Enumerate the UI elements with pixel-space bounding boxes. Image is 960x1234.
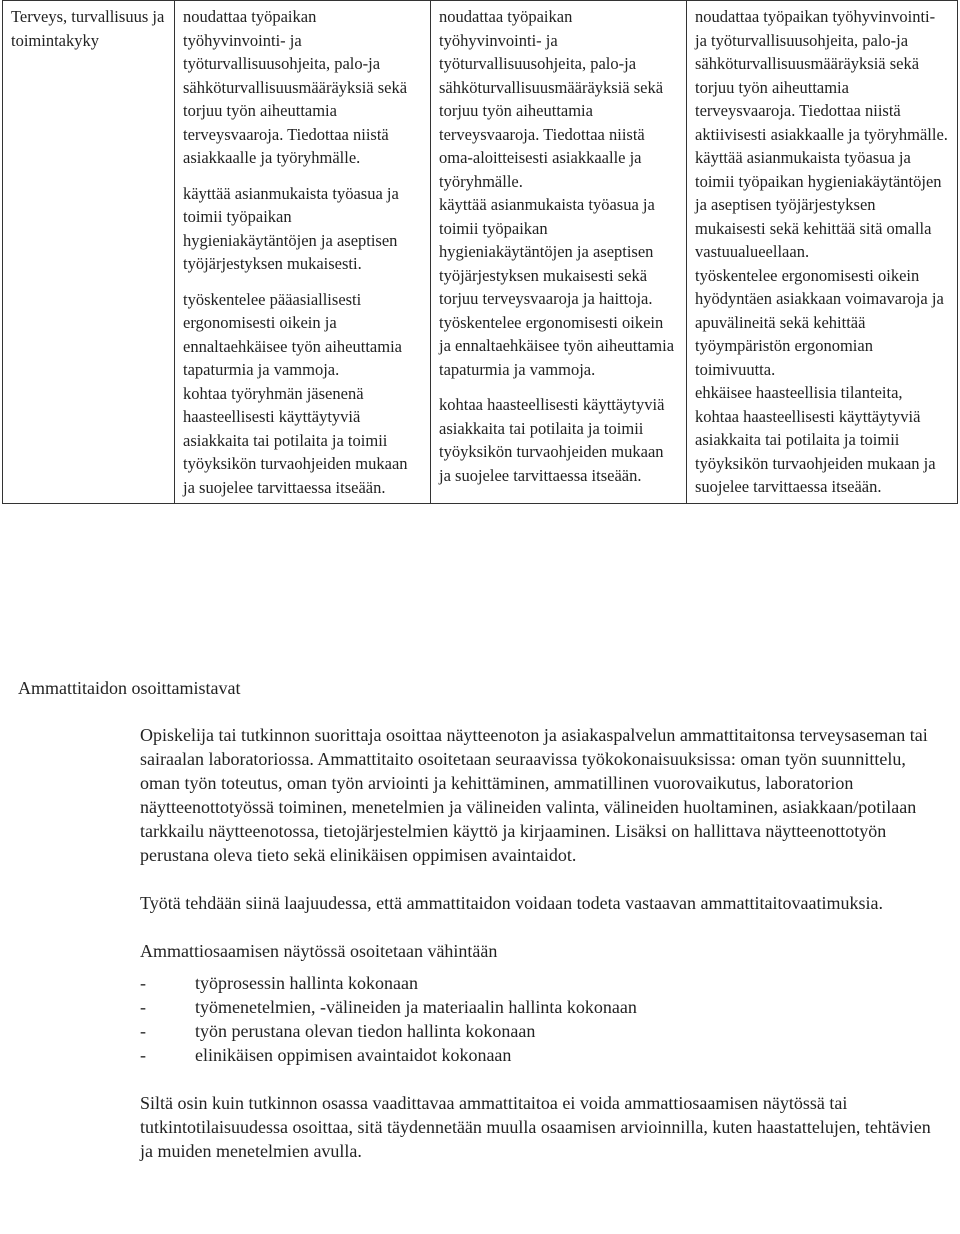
requirements-list: [140, 971, 945, 1067]
criteria-cell-2: [431, 1, 687, 504]
criteria-cell-1: [175, 1, 431, 504]
row-label: Terveys, turvallisuus ja toimintakyky: [11, 7, 165, 50]
paragraph: Työtä tehdään siinä laajuudessa, että ammattitaidon voidaan todeta vastaavan ammattitaitovaatimuksia.: [140, 893, 883, 913]
list-item-text: työmenetelmien, -välineiden ja materiaalin hallinta kokonaan: [195, 997, 637, 1017]
criterion-text: kohtaa työryhmän jäsenenä haasteellisesti käyttäytyviä asiakkaita tai potilaita ja toimii työyksikön turvaohjeiden mukaan ja suojelee tarvittaessa itseään.: [183, 383, 408, 497]
paragraph: Ammattiosaamisen näytössä osoitetaan vähintään: [140, 941, 498, 961]
criterion-text: käyttää asianmukaista työasua ja toimii työpaikan hygieniakäytäntöjen ja aseptisen työjärjestyksen mukaisesti sekä kehittää sitä omalla vastuualueellaan.: [695, 148, 942, 261]
criterion-text: työskentelee ergonomisesti oikein hyödyntäen asiakkaan voimavaroja ja apuvälineitä sekä kehittää työympäristön ergonomian toimivuutta.: [695, 265, 944, 379]
criterion-text: noudattaa työpaikan työhyvinvointi- ja työturvallisuusohjeita, palo-ja sähköturvallisuusmääräyksiä sekä torjuu työn aiheuttamia terveysvaaroja. Tiedottaa niistä aktiivisesti asiakkaalle ja työryhmälle.: [695, 7, 948, 144]
criterion-text: käyttää asianmukaista työasua ja toimii työpaikan hygieniakäytäntöjen ja aseptisen työjärjestyksen mukaisesti.: [183, 183, 399, 273]
table-row: [3, 1, 958, 504]
section-heading: Ammattitaidon osoittamistavat: [18, 678, 241, 698]
list-item: - työn perustana olevan tiedon hallinta kokonaan: [140, 1021, 536, 1041]
criteria-table: [2, 0, 958, 504]
criterion-text: työskentelee pääasiallisesti ergonomisesti oikein ja ennaltaehkäisee työn aiheuttamia tapaturmia ja vammoja.: [183, 289, 402, 379]
list-item: - elinikäisen oppimisen avaintaidot kokonaan: [140, 1045, 512, 1065]
list-item-text: elinikäisen oppimisen avaintaidot kokonaan: [195, 1045, 512, 1065]
criterion-text: käyttää asianmukaista työasua ja toimii työpaikan hygieniakäytäntöjen ja aseptisen työjärjestyksen mukaisesti sekä torjuu terveysvaaroja ja haittoja.: [439, 195, 655, 308]
list-item-text: työprosessin hallinta kokonaan: [195, 973, 418, 993]
list-item: - työmenetelmien, -välineiden ja materiaalin hallinta kokonaan: [140, 997, 637, 1017]
criterion-text: noudattaa työpaikan työhyvinvointi- ja työturvallisuusohjeita, palo-ja sähköturvallisuusmääräyksiä sekä torjuu työn aiheuttamia terveysvaaroja. Tiedottaa niistä oma-aloitteisesti asiakkaalle ja työryhmälle.: [439, 7, 664, 191]
criterion-text: työskentelee ergonomisesti oikein ja ennaltaehkäisee työn aiheuttamia tapaturmia ja vammoja.: [439, 312, 675, 379]
section-body: [140, 723, 945, 1187]
criterion-text: noudattaa työpaikan työhyvinvointi- ja työturvallisuusohjeita, palo-ja sähköturvallisuusmääräyksiä sekä torjuu työn aiheuttamia terveysvaaroja. Tiedottaa niistä asiakkaalle ja työryhmälle.: [183, 7, 408, 167]
paragraph: Opiskelija tai tutkinnon suorittaja osoittaa näytteenoton ja asiakaspalvelun ammattitaitonsa terveysaseman tai sairaalan laboratoriossa. Ammattitaito osoitetaan seuraavissa työkokonaisuuksissa: oman työn suunnittelu, oman työn toteutus, oman työn arviointi ja kehittäminen, ammatillinen vuorovaikutus, laboratorion näytteenottotyössä toiminen, menetelmien ja välineiden valinta, välineiden huoltaminen, asiakkaan/potilaan tarkkailu näytteenotossa, tietojärjestelmien käyttö ja kirjaaminen. Lisäksi on hallittava näytteenottotyön perustana oleva tieto sekä elinikäisen oppimisen avaintaidot.: [140, 725, 928, 865]
paragraph: Siltä osin kuin tutkinnon osassa vaadittavaa ammattitaitoa ei voida ammattiosaamisen näytössä tai tutkintotilaisuudessa osoittaa, sitä täydennetään muulla osaamisen arvioinnilla, kuten haastattelujen, tehtävien ja muiden menetelmien avulla.: [140, 1093, 931, 1161]
list-item: - työprosessin hallinta kokonaan: [140, 973, 418, 993]
list-item-text: työn perustana olevan tiedon hallinta kokonaan: [195, 1021, 536, 1041]
criteria-cell-3: [687, 1, 958, 504]
row-label-cell: [3, 1, 175, 504]
criterion-text: ehkäisee haasteellisia tilanteita, kohtaa haasteellisesti käyttäytyviä asiakkaita tai potilaita ja toimii työyksikön turvaohjeiden mukaan ja suojelee tarvittaessa itseään.: [695, 383, 936, 496]
criterion-text: kohtaa haasteellisesti käyttäytyviä asiakkaita tai potilaita ja toimii työyksikön turvaohjeiden mukaan ja suojelee tarvittaessa itseään.: [439, 395, 665, 485]
